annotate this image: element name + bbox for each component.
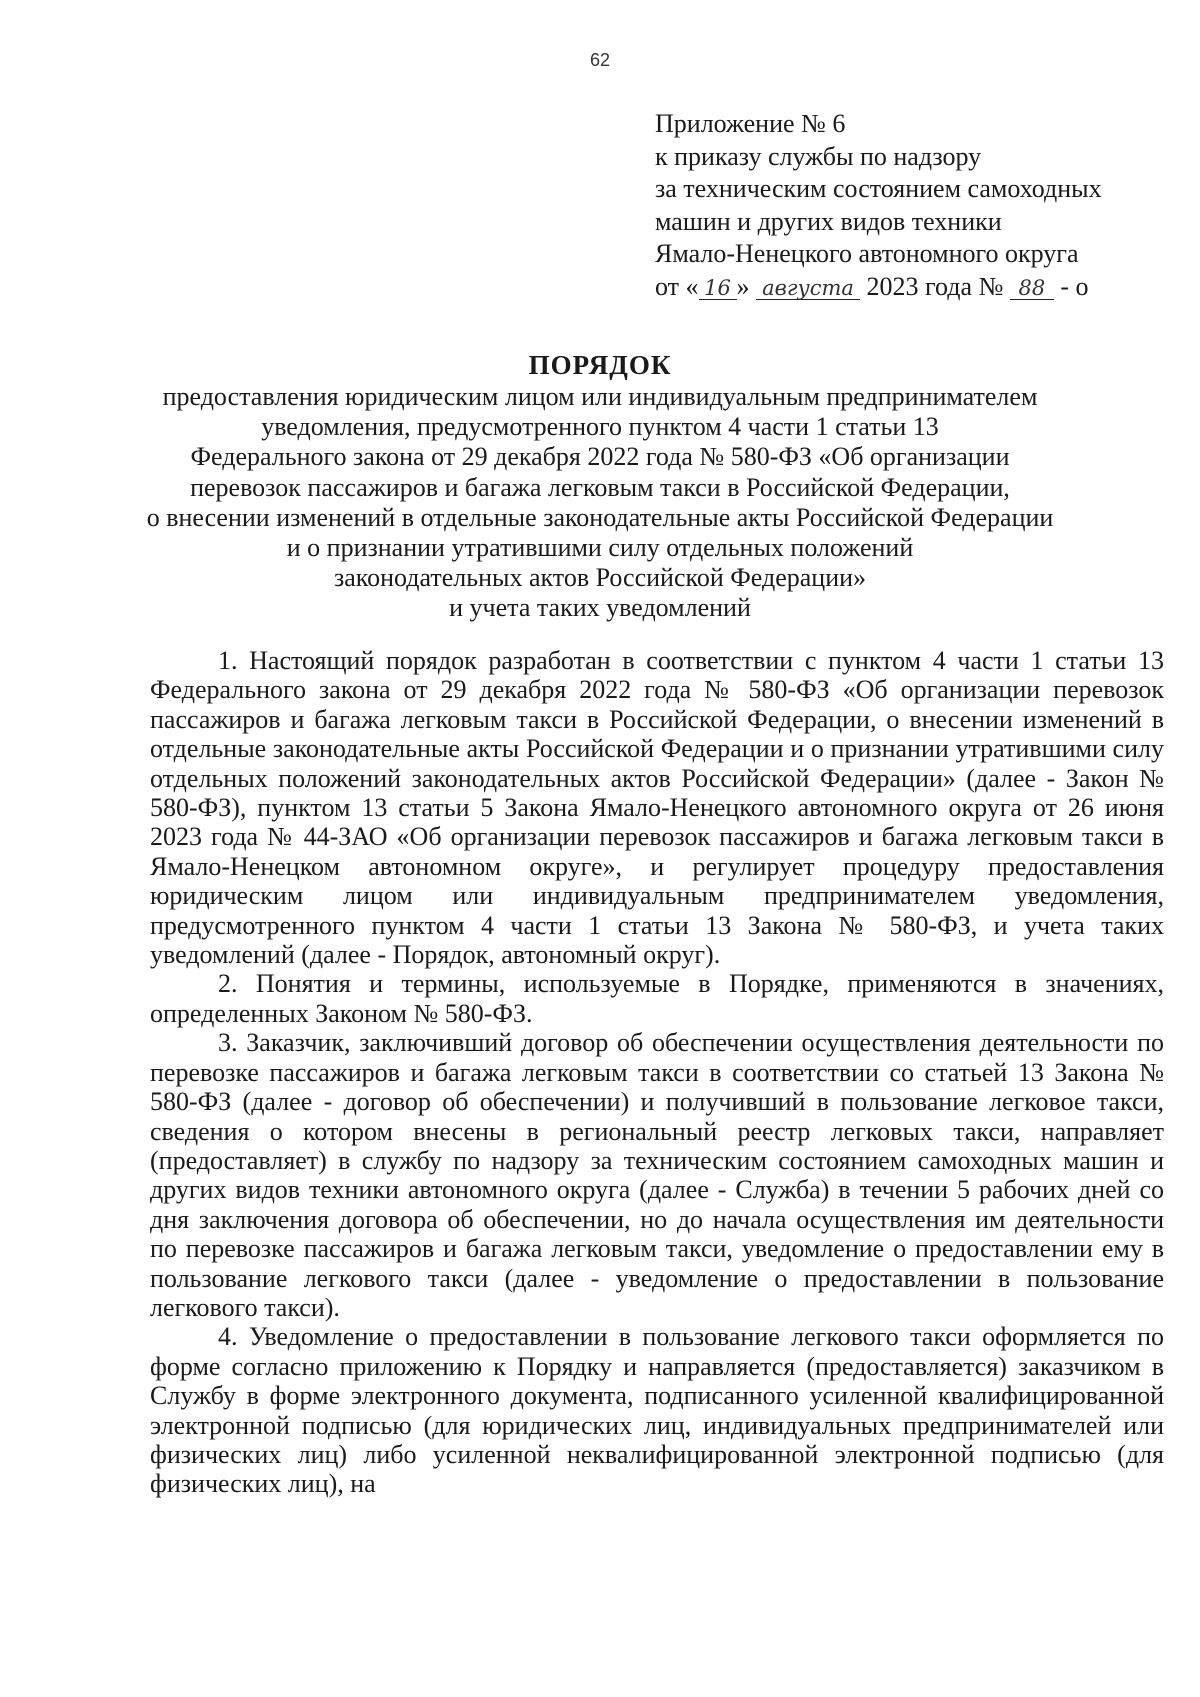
paragraph-2: 2. Понятия и термины, используемые в Порядке, применяются в значениях, определенных Законом № 580-ФЗ.: [150, 969, 1164, 1028]
date-mid: »: [736, 271, 750, 301]
appendix-line: к приказу службы по надзору: [655, 141, 982, 171]
handwritten-month: августа: [756, 277, 860, 300]
subtitle-line: и учета таких уведомлений: [449, 593, 751, 623]
subtitle-line: о внесении изменений в отдельные законодательные акты Российской Федерации: [146, 502, 1054, 532]
document-title: ПОРЯДОК: [528, 350, 672, 380]
appendix-line: за техническим состоянием самоходных: [655, 174, 1102, 203]
page-number: 62: [589, 50, 611, 70]
subtitle-line: Федерального закона от 29 декабря 2022 года № 580-ФЗ «Об организации: [190, 442, 1010, 472]
subtitle-line: перевозок пассажиров и багажа легковым такси в Российской Федерации,: [190, 472, 1010, 502]
date-prefix: от «: [655, 271, 699, 301]
handwritten-order-number: 88: [1010, 277, 1054, 300]
appendix-date-line: [655, 271, 1175, 304]
appendix-header: [655, 108, 1175, 303]
paragraph-3: 3. Заказчик, заключивший договор об обеспечении осуществления деятельности по перевозке пассажиров и багажа легковым такси в соответствии со статьей 13 Закона № 580-ФЗ (далее - договор об обеспечении) и получивший в пользование легковое такси, сведения о котором внесены в региональный реестр легковых такси, направляет (предоставляет) в службу по надзору за техническим состоянием самоходных машин и других видов техники автономного округа (далее - Служба) в течении 5 рабочих дней со дня заключения договора об обеспечении, но до начала осуществления им деятельности по перевозке пассажиров и багажа легковым такси, уведомление о предоставлении ему в пользование легкового такси (далее - уведомление о предоставлении в пользование легкового такси).: [150, 1028, 1164, 1322]
order-suffix: - о: [1060, 271, 1089, 301]
subtitle-line: и о признании утратившими силу отдельных положений: [286, 533, 914, 563]
appendix-line: машин и других видов техники: [655, 206, 1002, 236]
paragraph-4: 4. Уведомление о предоставлении в пользование легкового такси оформляется по форме согласно приложению к Порядку и направляется (предоставляется) заказчиком в Службу в форме электронного документа, подписанного усиленной квалифицированной электронной подписью (для юридических лиц, индивидуальных предпринимателей или физических лиц) либо усиленной неквалифицированной электронной подписью (для физических лиц), на: [150, 1322, 1164, 1499]
subtitle-line: предоставления юридическим лицом или индивидуальным предпринимателем: [162, 382, 1038, 411]
paragraph-1: 1. Настоящий порядок разработан в соответствии с пунктом 4 части 1 статьи 13 Федерального закона от 29 декабря 2022 года № 580-ФЗ «Об организации перевозок пассажиров и багажа легковым такси в Российской Федерации, о внесении изменений в отдельные законодательные акты Российской Федерации и о признании утратившими силу отдельных положений законодательных актов Российской Федерации» (далее - Закон № 580-ФЗ), пунктом 13 статьи 5 Закона Ямало-Ненецкого автономного округа от 26 июня 2023 года № 44-ЗАО «Об организации перевозок пассажиров и багажа легковым такси в Ямало-Ненецком автономном округе», и регулирует процедуру предоставления юридическим лицом или индивидуальным предпринимателем уведомления, предусмотренного пунктом 4 части 1 статьи 13 Закона № 580-ФЗ, и учета таких уведомлений (далее - Порядок, автономный округ).: [150, 646, 1164, 970]
handwritten-day: 16: [699, 277, 737, 300]
subtitle-line: законодательных актов Российской Федерации»: [333, 563, 867, 593]
subtitle-line: уведомления, предусмотренного пунктом 4 части 1 статьи 13: [261, 412, 939, 442]
document-body: [150, 646, 1164, 1499]
date-year-text: 2023 года №: [866, 271, 1004, 301]
appendix-line: Ямало-Ненецкого автономного округа: [655, 239, 1079, 268]
appendix-line: Приложение № 6: [655, 109, 846, 138]
title-block: [60, 348, 1140, 624]
